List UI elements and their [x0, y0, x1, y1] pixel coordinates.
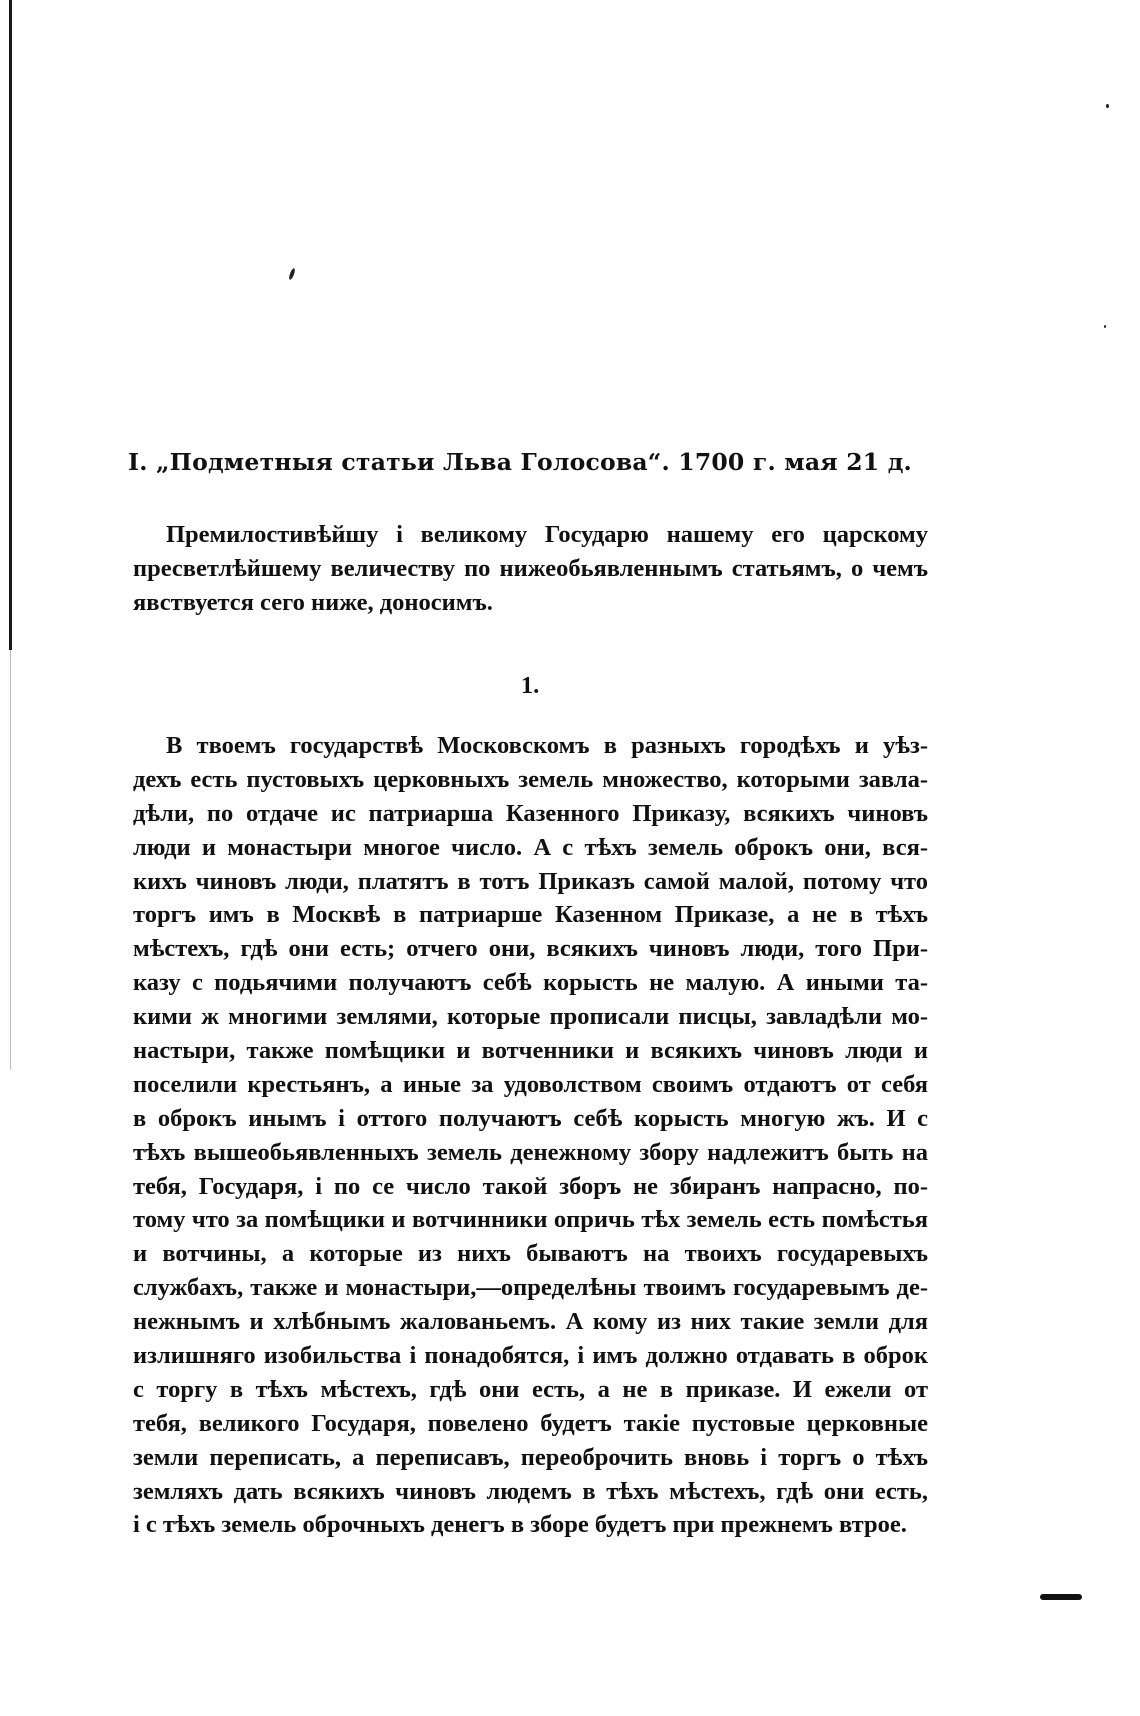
paragraph-line: казу с подьячими получаютъ себѣ корысть не малую. А иными та- — [133, 969, 928, 997]
paragraph-line: земли переписать, а переписавъ, переоброчить вновь і торгъ о тѣхъ — [133, 1443, 928, 1471]
body-paragraph — [133, 729, 928, 1542]
paragraph-line: нежнымъ и хлѣбнымъ жалованьемъ. А кому из них такие земли для — [133, 1308, 928, 1336]
paragraph-line: в оброкъ инымъ і оттого получаютъ себѣ корысть многую жъ. И с — [133, 1104, 928, 1132]
paragraph-line: с торгу в тѣхъ мѣстехъ, гдѣ они есть, а не в приказе. И ежели от — [133, 1375, 928, 1403]
paragraph-line: торгъ имъ в Москвѣ в патриарше Казенном Приказе, а не в тѣхъ — [133, 901, 928, 929]
paragraph-line: тому что за помѣщики и вотчинники опричь тѣх земель есть помѣстья — [133, 1206, 928, 1234]
paragraph-line: настыри, также помѣщики и вотченники и всякихъ чиновъ люди и — [133, 1037, 928, 1065]
paragraph-line: пресветлѣйшему величеству по нижеобьявленнымъ статьямъ, о чемъ — [133, 554, 928, 582]
ink-speck — [1106, 104, 1109, 108]
printer-dash-mark — [1040, 1594, 1082, 1600]
section-number: 1. — [520, 672, 540, 699]
page-edge-shadow-faint — [10, 650, 11, 1070]
paragraph-line: дехъ есть пустовыхъ церковныхъ земель множество, которыми завла- — [133, 765, 928, 793]
ink-speck — [1104, 325, 1106, 328]
paragraph-line: і с тѣхъ земель оброчныхъ денегъ в зборе будетъ при прежнемъ втрое. — [133, 1511, 907, 1539]
paragraph-line: и вотчины, а которые из нихъ бываютъ на твоихъ государевыхъ — [133, 1240, 928, 1268]
paragraph-line: В твоемъ государствѣ Московскомъ в разныхъ городѣхъ и уѣз- — [166, 732, 928, 759]
paragraph-line: земляхъ дать всякихъ чиновъ людемъ в тѣхъ мѣстехъ, гдѣ они есть, — [133, 1477, 928, 1505]
paragraph-line: тебя, Государя, і по се число такой зборъ не збиранъ напрасно, по- — [133, 1172, 928, 1200]
paragraph-line: тѣхъ вышеобьявленныхъ земель денежному збору надлежитъ быть на — [133, 1138, 928, 1166]
paragraph-line: поселили крестьянъ, а иные за удоволством своимъ отдаютъ от себя — [133, 1070, 928, 1098]
paragraph-line: люди и монастыри многое число. А с тѣхъ земель оброкъ они, вся- — [133, 833, 928, 861]
paragraph-line: Премилостивѣйшу і великому Государю нашему его царскому — [166, 521, 928, 548]
document-heading: I. „Подметныя статьи Льва Голосова“. 1700 г. мая 21 д. — [128, 448, 912, 476]
paragraph-line: кихъ чиновъ люди, платятъ в тотъ Приказъ самой малой, потому что — [133, 867, 928, 895]
paragraph-line: мѣстехъ, гдѣ они есть; отчего они, всякихъ чиновъ люди, того При- — [133, 935, 928, 963]
paragraph-line: кими ж многими землями, которые прописали писцы, завладѣли мо- — [133, 1003, 928, 1031]
paragraph-line: службахъ, также и монастыри,—определѣны твоимъ государевымъ де- — [133, 1274, 928, 1302]
paragraph-line: явствуется сего ниже, доносимъ. — [133, 588, 493, 616]
paragraph-line: излишняго изобильства і понадобятся, і имъ должно отдавать в оброк — [133, 1342, 928, 1370]
ink-speck — [288, 268, 296, 281]
intro-paragraph — [133, 518, 928, 620]
page-edge-shadow — [9, 0, 12, 650]
paragraph-line: тебя, великого Государя, повелено будетъ такіе пустовые церковные — [133, 1409, 928, 1437]
paragraph-line: дѣли, по отдаче ис патриарша Казенного Приказу, всякихъ чиновъ — [133, 799, 928, 827]
